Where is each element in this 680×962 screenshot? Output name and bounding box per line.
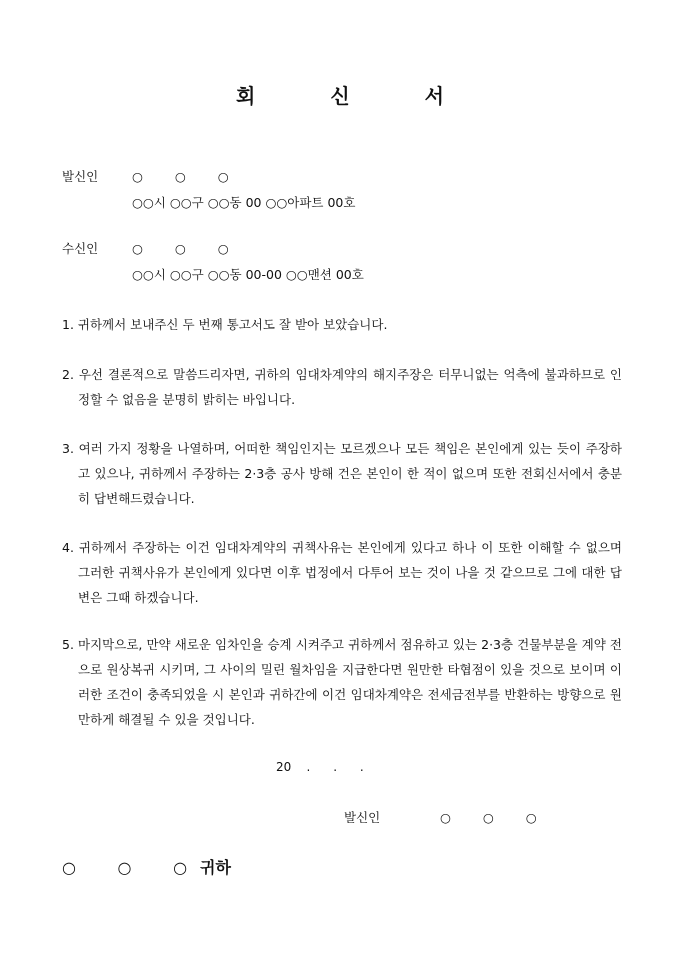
date-line: 20 . . . [276, 760, 364, 774]
recipient-address: ○○시 ○○구 ○○동 00-00 ○○맨션 00호 [132, 267, 364, 282]
paragraph-2: 2. 우선 결론적으로 말씀드리자면, 귀하의 임대차계약의 해지주장은 터무니없는 억측에 불과하므로 인정할 수 없음을 분명히 밝히는 바입니다. [62, 367, 622, 407]
paragraph-1: 1. 귀하께서 보내주신 두 번째 통고서도 잘 받아 보았습니다. [62, 317, 388, 332]
paragraph-3: 3. 여러 가지 정황을 나열하며, 어떠한 책임인지는 모르겠으나 모든 책임은 본인에게 있는 듯이 주장하고 있으나, 귀하께서 주장하는 2·3층 공사 방해 건은 본인이 한 적이 없으며 또한 전회신서에서 충분히 답변해드렸습니다. [62, 441, 622, 506]
closing-sender-name: ○ ○ ○ [440, 810, 551, 825]
addressee-line [62, 855, 231, 878]
closing-sender [344, 808, 551, 826]
document-title: 회 신 서 [236, 84, 478, 108]
recipient-name: ○ ○ ○ [132, 241, 243, 256]
sender-block [62, 164, 355, 216]
addressee-name: ○ ○ ○ [62, 858, 206, 877]
recipient-block [62, 236, 364, 288]
addressee-honorific: 귀하 [200, 858, 231, 877]
paragraph-5: 5. 마지막으로, 만약 새로운 임차인을 승계 시켜주고 귀하께서 점유하고 있는 2·3층 건물부분을 계약 전으로 원상복귀 시키며, 그 사이의 밀린 월차임을 지급한다면 원만한 타협점이 있을 것으로 보이며 이러한 조건이 충족되었을 시 본인과 귀하간에 이건 임대차계약은 전세금전부를 반환하는 방향으로 원만하게 해결될 수 있을 것입니다. [62, 637, 622, 727]
sender-name: ○ ○ ○ [132, 169, 243, 184]
recipient-label: 수신인 [62, 241, 99, 256]
sender-label: 발신인 [62, 169, 99, 184]
closing-sender-label: 발신인 [344, 810, 381, 825]
sender-address: ○○시 ○○구 ○○동 00 ○○아파트 00호 [132, 195, 356, 210]
paragraph-4: 4. 귀하께서 주장하는 이건 임대차계약의 귀책사유는 본인에게 있다고 하나 이 또한 이해할 수 없으며 그러한 귀책사유가 본인에게 있다면 이후 법정에서 다투어 보는 것이 나을 것 같으므로 그에 대한 답변은 그때 하겠습니다. [62, 540, 622, 605]
